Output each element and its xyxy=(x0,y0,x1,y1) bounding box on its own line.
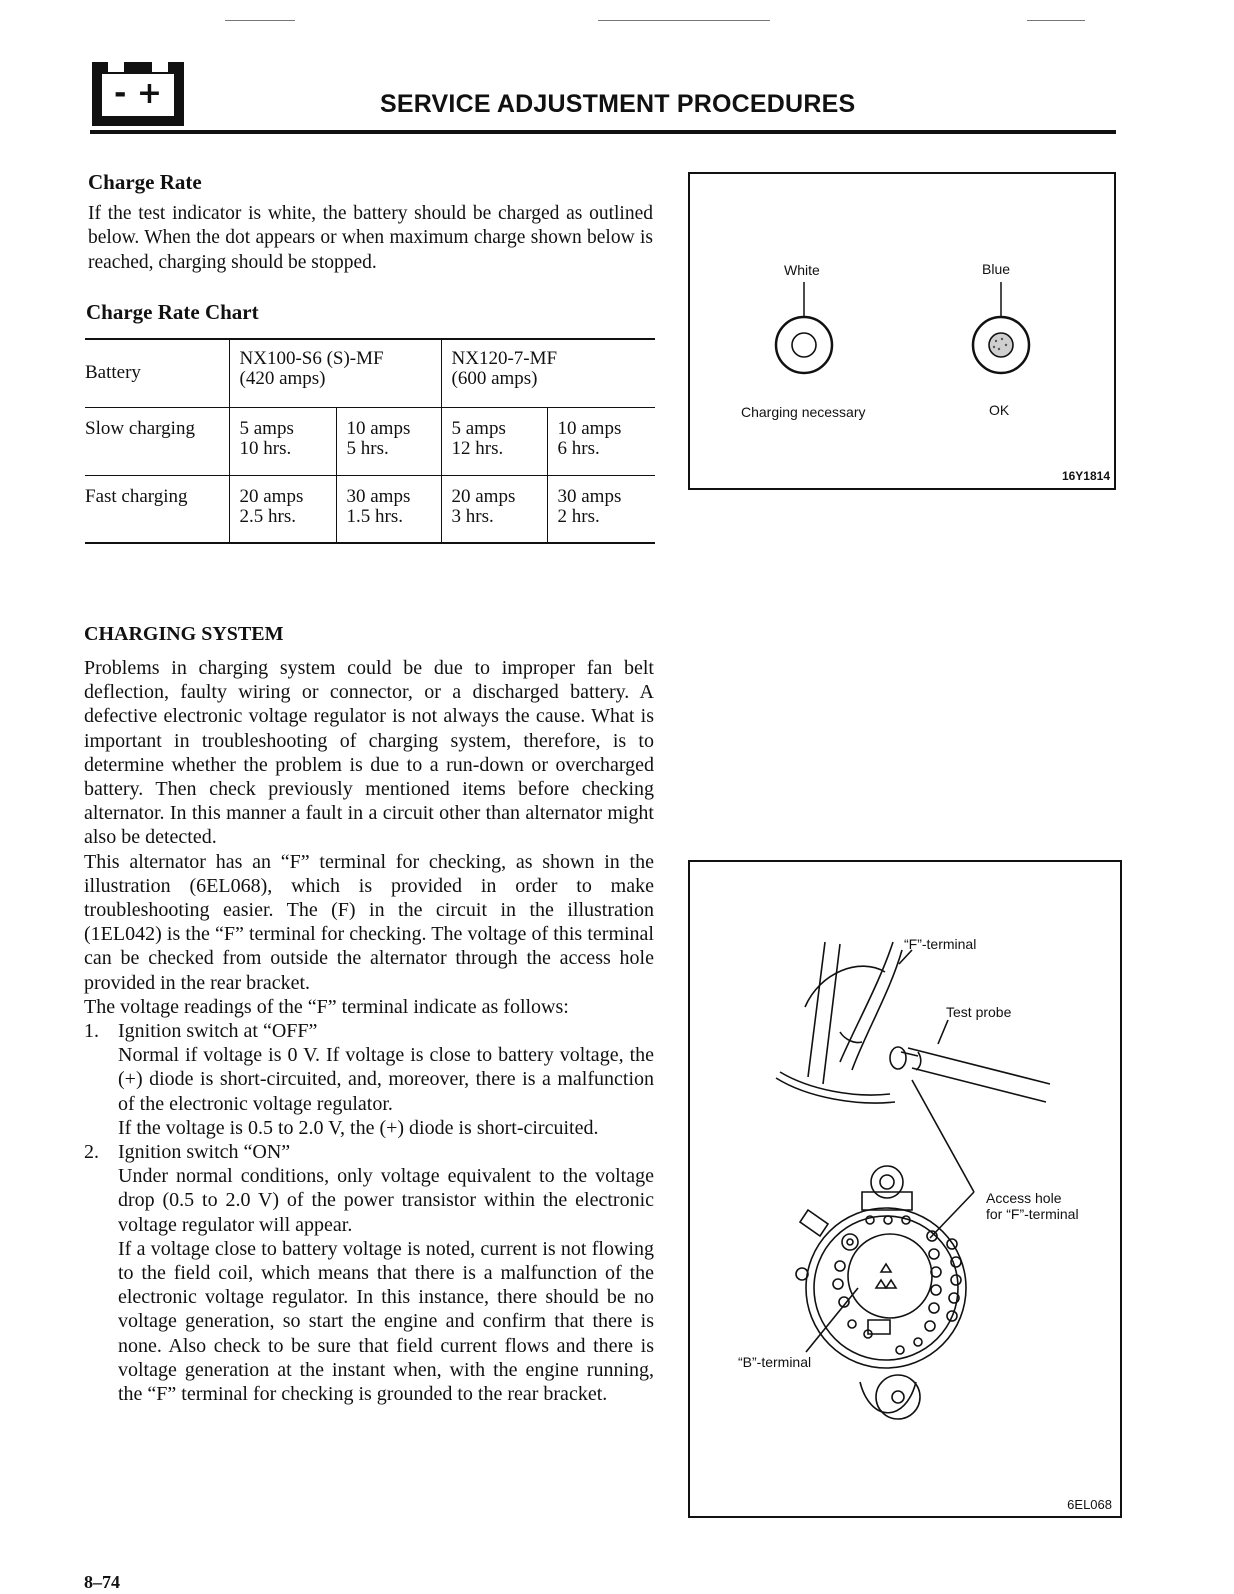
charging-system-heading: CHARGING SYSTEM xyxy=(84,623,284,645)
header-rule xyxy=(90,130,1116,134)
charging-system-body xyxy=(84,656,654,1406)
label-white: White xyxy=(784,262,820,278)
table-row xyxy=(85,475,655,543)
label-b-terminal: “B”-terminal xyxy=(738,1354,812,1370)
caption-ok: OK xyxy=(989,402,1010,418)
list-item-body: Normal if voltage is 0 V. If voltage is close to battery voltage, the (+) diode is short-circuited, and, moreover, there is a malfunction of the electronic voltage regulator. xyxy=(118,1044,654,1115)
list-item-body: If a voltage close to battery voltage is noted, current is not flowing to the field coil, which means that there is a malfunction of the electronic voltage regulator. In this instance, there should be no voltage generation, so start the engine and confirm that there is none. Also check to be sure that field current flows and there is voltage generation at the instant when, with the engine running, the “F” terminal for checking is grounded to the rear bracket. xyxy=(118,1237,654,1406)
charging-system-paragraph-3: The voltage readings of the “F” terminal indicate as follows: xyxy=(84,995,569,1018)
battery-1-model: NX100-S6 (S)-MF xyxy=(239,348,384,369)
battery-2-model: NX120-7-MF xyxy=(451,348,558,369)
list-item: 2. Ignition switch “ON” xyxy=(84,1140,654,1164)
charge-rate-table xyxy=(85,338,655,544)
table-cell: 5 amps 12 hrs. xyxy=(441,407,547,475)
list-item-body: If the voltage is 0.5 to 2.0 V, the (+) diode is short-circuited. xyxy=(118,1116,599,1139)
table-cell: 20 amps 2.5 hrs. xyxy=(229,475,336,543)
table-cell: 30 amps 2 hrs. xyxy=(547,475,655,543)
table-cell: 20 amps 3 hrs. xyxy=(441,475,547,543)
caption-charging-necessary: Charging necessary xyxy=(741,404,866,420)
top-rule-left xyxy=(225,20,295,21)
label-f-terminal: “F”-terminal xyxy=(904,936,977,952)
charge-rate-chart-heading: Charge Rate Chart xyxy=(86,300,259,324)
battery-header: Battery xyxy=(85,339,229,407)
battery-icon-symbols: - + xyxy=(102,74,174,116)
battery-1-header xyxy=(229,339,441,407)
list-item-title: Ignition switch at “OFF” xyxy=(118,1020,318,1043)
battery-1-amps: (420 amps) xyxy=(239,368,326,389)
table-cell: 10 amps 5 hrs. xyxy=(336,407,441,475)
top-rule-center xyxy=(598,20,770,21)
table-cell: 30 amps 1.5 hrs. xyxy=(336,475,441,543)
page-title: SERVICE ADJUSTMENT PROCEDURES xyxy=(380,90,856,118)
label-blue: Blue xyxy=(982,261,1011,277)
indicator-diagram xyxy=(690,174,1118,492)
charge-rate-heading: Charge Rate xyxy=(88,170,202,194)
alternator-figure xyxy=(688,860,1122,1518)
list-item-title: Ignition switch “ON” xyxy=(118,1141,291,1164)
charging-system-paragraph-2: This alternator has an “F” terminal for checking, as shown in the illustration (6EL068), which is provided in order to make troubleshooting easier. The (F) in the circuit in the illustration (1EL042) is the “F” terminal for checking. The voltage of this terminal can be checked from outside the alternator through the access hole provided in the rear bracket. xyxy=(84,850,654,994)
label-test-probe: Test probe xyxy=(946,1004,1012,1020)
table-header-row xyxy=(85,339,655,407)
list-item: 1. Ignition switch at “OFF” xyxy=(84,1019,654,1043)
row-label: Fast charging xyxy=(85,475,229,543)
battery-2-amps: (600 amps) xyxy=(451,368,538,389)
figure-code: 16Y1814 xyxy=(1061,469,1110,483)
list-item-body: Under normal conditions, only voltage equivalent to the voltage drop (0.5 to 2.0 V) of the power transistor within the electronic voltage regulator will appear. xyxy=(118,1165,654,1236)
figure-code: 6EL068 xyxy=(1067,1497,1112,1512)
label-access-hole: Access hole for “F”-terminal xyxy=(986,1190,1079,1222)
top-rule-right xyxy=(1027,20,1085,21)
table-cell: 10 amps 6 hrs. xyxy=(547,407,655,475)
battery-icon xyxy=(92,62,184,126)
indicator-figure xyxy=(688,172,1116,490)
charge-rate-text: If the test indicator is white, the battery should be charged as outlined below. When the dot appears or when maximum charge shown below is reached, charging should be stopped. xyxy=(88,203,653,273)
row-label: Slow charging xyxy=(85,407,229,475)
page-number: 8–74 xyxy=(84,1572,120,1592)
table-row xyxy=(85,407,655,475)
charging-system-paragraph-1: Problems in charging system could be due to improper fan belt deflection, faulty wiring or connector, or a discharged battery. A defective electronic voltage regulator is not always the cause. What is important in troubleshooting of charging system, therefore, is to determine whether the problem is due to a run-down or overcharged battery. Then check previously mentioned items before checking alternator. In this manner a fault in a circuit other than alternator might also be detected. xyxy=(84,657,654,849)
table-cell: 5 amps 10 hrs. xyxy=(229,407,336,475)
battery-2-header xyxy=(441,339,655,407)
